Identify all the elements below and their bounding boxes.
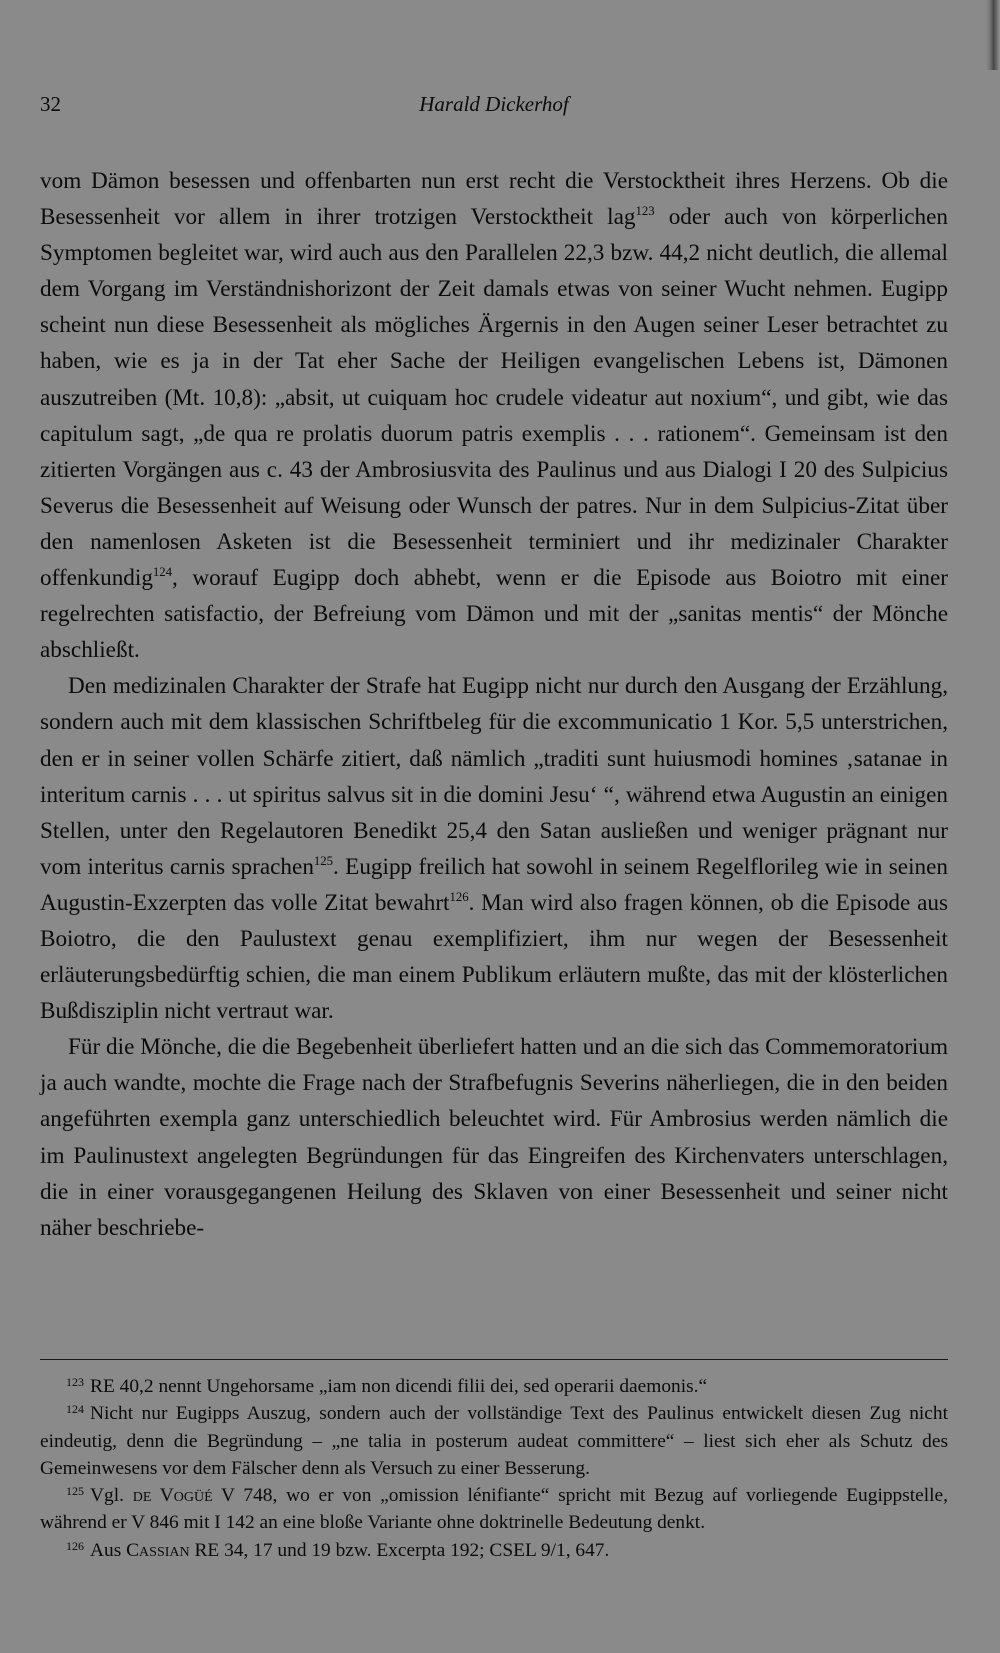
footnote-ref-123[interactable]: 123	[635, 204, 655, 219]
page-number: 32	[40, 92, 61, 116]
footnote-text: Nicht nur Eugipps Auszug, sondern auch der vollständige Text des Paulinus entwickelt diesen Zug nicht eindeutig, denn die Begründung – „ne talia in posterum audeat committere“ – liest sich eher als Schutz des Gemeinwesens vor dem Fälscher denn als Versuch zu einer Besserung.	[40, 1403, 948, 1479]
page-header	[40, 92, 948, 122]
paragraph-3	[40, 1029, 948, 1246]
footnote-text: RE 34, 17 und 19 bzw. Excerpta 192; CSEL 9/1, 647.	[189, 1539, 610, 1561]
footnote-separator	[40, 1359, 948, 1360]
footnote-125	[40, 1482, 948, 1537]
footnote-ref-124[interactable]: 124	[152, 565, 173, 580]
footnote-124	[40, 1400, 948, 1482]
paragraph-1-text-a: vom Dämon besessen und offenbarten nun erst recht die Verstocktheit ihres Herzens. Ob die Besessenheit vor allem in ihrer trotzigen Verstocktheit lag	[40, 168, 948, 231]
footnote-ref-126[interactable]: 126	[449, 889, 469, 904]
footnote-number: 125	[66, 1484, 85, 1499]
footnote-prefix: Vgl.	[90, 1485, 133, 1507]
footnote-text: RE 40,2 nennt Ungehorsame „iam non dicendi filii dei, sed operarii daemonis.“	[90, 1376, 708, 1397]
footnote-126	[40, 1537, 948, 1564]
footnote-number: 124	[66, 1402, 85, 1417]
paragraph-2	[40, 668, 948, 1029]
footnote-prefix: Aus	[90, 1539, 127, 1561]
footnote-number: 123	[66, 1375, 85, 1389]
footnote-author: Cassian	[126, 1539, 190, 1561]
footnote-author: de Vogüé	[132, 1485, 213, 1507]
paragraph-1-text-b: oder auch von körperlichen Symptomen begleitet war, wird auch aus den Parallelen 22,3 bzw. 44,2 nicht deutlich, die allemal dem Vorgang im Verständnishorizont der Zeit damals etwas von seiner Wucht nehmen. Eugipp scheint nun diese Besessenheit als mögliches Ärgernis in den Augen seiner Leser betrachtet zu haben, wie es ja in der Tat eher Sache der Heiligen evangelischen Lebens ist, Dämonen auszutreiben (Mt. 10,8): „absit, ut cuiquam hoc crudele videatur aut noxium“, und gibt, wie das capitulum sagt, „de qua re prolatis duorum patris exemplis . . . rationem“. Gemeinsam ist den zitierten Vorgängen aus c. 43 der Ambrosiusvita des Paulinus und aus Dialogi I 20 des Sulpicius Severus die Besessenheit auf Weisung oder Wunsch der patres. Nur in dem Sulpicius-Zitat über den namenlosen Asketen ist die Besessenheit terminiert und ihr medizinaler Charakter offenkundig	[40, 204, 948, 592]
footnotes-section	[40, 1373, 948, 1564]
running-head-author: Harald Dickerhof	[419, 92, 569, 116]
main-text	[40, 163, 948, 1246]
footnote-ref-125[interactable]: 125	[313, 853, 334, 868]
paragraph-1-text-c: , worauf Eugipp doch abhebt, wenn er die Episode aus Boiotro mit einer regelrechten satisfactio, der Befreiung vom Dämon und mit der „sanitas mentis“ der Mönche abschließt.	[40, 565, 948, 664]
paragraph-1	[40, 163, 948, 668]
paragraph-2-text-a: Den medizinalen Charakter der Strafe hat Eugipp nicht nur durch den Ausgang der Erzählung, sondern auch mit dem klassischen Schriftbeleg für die excommunicatio 1 Kor. 5,5 unterstrichen, den er in seiner vollen Schärfe zitiert, daß nämlich „traditi sunt huiusmodi homines ‚satanae in interitum carnis . . . ut spiritus salvus sit in die domini Jesu‘ “, während etwa Augustin an einigen Stellen, unter den Regelautoren Benedikt 25,4 den Satan ausließen und weniger prägnant nur vom interitus carnis sprachen	[40, 673, 948, 880]
footnote-123	[40, 1373, 948, 1400]
paragraph-2-text-b: . Eugipp freilich hat sowohl in seinem Regelflorileg wie in seinen Augustin-Exzerpten das volle Zitat bewahrt	[40, 853, 948, 916]
scan-edge-mark	[986, 0, 1000, 70]
paragraph-2-text-c: . Man wird also fragen können, ob die Episode aus Boiotro, die den Paulustext genau exemplifiziert, ihm nur wegen der Besessenheit erläuterungsbedürftig schien, die man einem Publikum erläutern mußte, das mit der klösterlichen Bußdisziplin nicht vertraut war.	[40, 889, 948, 1025]
footnote-text: V 748, wo er von „omission lénifiante“ spricht mit Bezug auf vorliegende Eugippstelle, während er V 846 mit I 142 an eine bloße Variante ohne doktrinelle Bedeutung denkt.	[40, 1485, 948, 1534]
paragraph-3-text: Für die Mönche, die die Begebenheit überliefert hatten und an die sich das Commemoratorium ja auch wandte, mochte die Frage nach der Strafbefugnis Severins näherliegen, die in den beiden angeführten exempla ganz unterschiedlich beleuchtet wird. Für Ambrosius werden nämlich die im Paulinustext angelegten Begründungen für das Eingreifen des Kirchenvaters unterschlagen, die in einer vorausgegangenen Heilung des Sklaven von einer Besessenheit und seiner nicht näher beschriebe-	[40, 1034, 948, 1241]
footnote-number: 126	[66, 1538, 85, 1553]
